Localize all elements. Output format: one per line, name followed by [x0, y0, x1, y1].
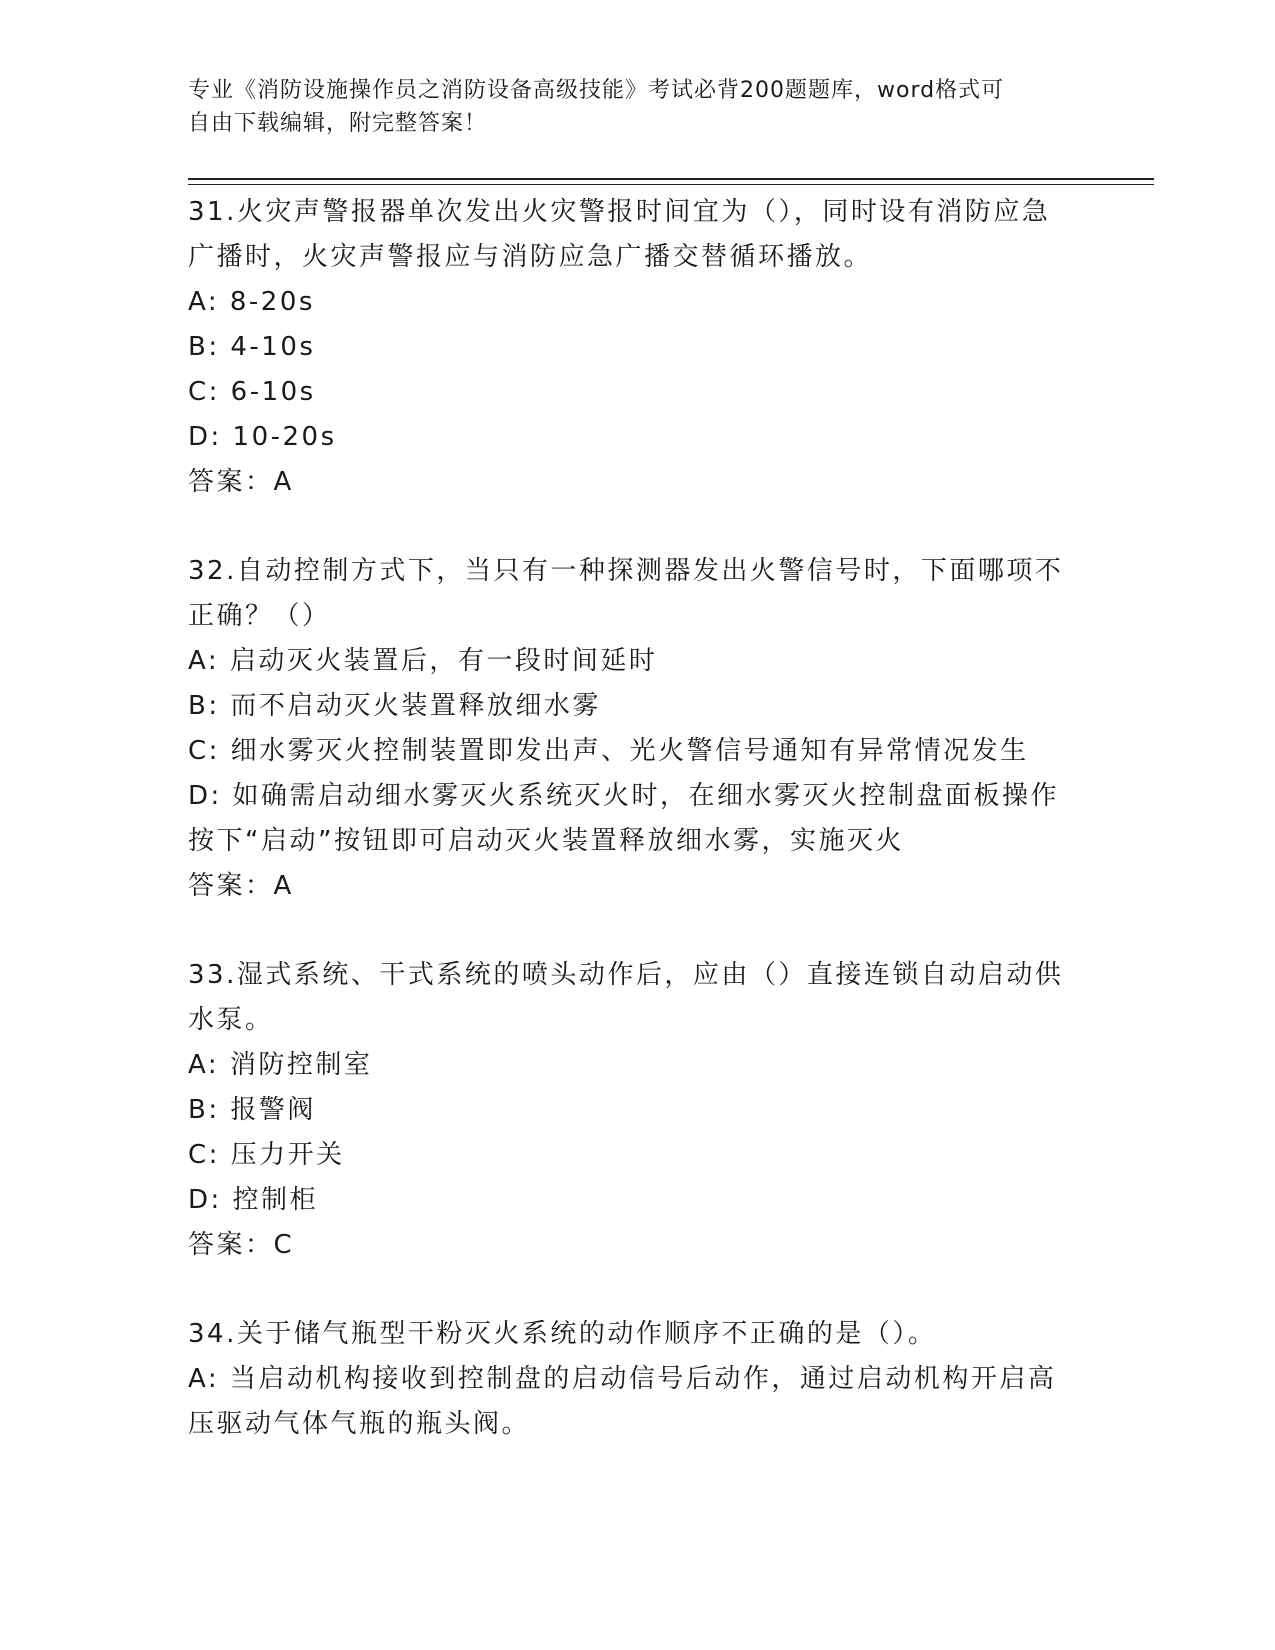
- option-d: D: 如确需启动细水雾灭火系统灭火时，在细水雾灭火控制盘面板操作: [188, 781, 1060, 811]
- option-c: C: 细水雾灭火控制装置即发出声、光火警信号通知有异常情况发生: [188, 736, 1029, 766]
- option-a-continued: 压驱动气体气瓶的瓶头阀。: [188, 1409, 531, 1439]
- option-a: A: 当启动机构接收到控制盘的启动信号后动作，通过启动机构开启高: [188, 1364, 1057, 1394]
- header-divider-thick: [188, 178, 1154, 180]
- option-d: D: 10-20s: [188, 422, 337, 452]
- option-b: B: 4-10s: [188, 332, 316, 362]
- answer: 答案：A: [188, 467, 294, 497]
- option-a: A: 启动灭火装置后，有一段时间延时: [188, 646, 658, 676]
- option-c: C: 6-10s: [188, 377, 316, 407]
- answer: 答案：C: [188, 1230, 295, 1260]
- header-line-2: 自由下载编辑，附完整答案！: [188, 111, 488, 136]
- option-a: A: 8-20s: [188, 287, 315, 317]
- option-c: C: 压力开关: [188, 1140, 345, 1170]
- question-33: [188, 953, 1088, 1268]
- header-divider-thin: [188, 184, 1154, 185]
- document-header: [188, 74, 1088, 140]
- question-list: [188, 190, 1088, 1491]
- question-34: [188, 1312, 1088, 1447]
- answer: 答案：A: [188, 871, 294, 901]
- option-d: D: 控制柜: [188, 1185, 319, 1215]
- question-stem: 34.关于储气瓶型干粉灭火系统的动作顺序不正确的是（）。: [188, 1319, 937, 1349]
- question-stem: 32.自动控制方式下，当只有一种探测器发出火警信号时，下面哪项不: [188, 556, 1064, 586]
- option-b: B: 而不启动灭火装置释放细水雾: [188, 691, 601, 721]
- option-b: B: 报警阀: [188, 1095, 316, 1125]
- question-31: [188, 190, 1088, 505]
- question-32: [188, 549, 1088, 909]
- option-a: A: 消防控制室: [188, 1050, 373, 1080]
- question-stem: 33.湿式系统、干式系统的喷头动作后，应由（）直接连锁自动启动供: [188, 960, 1064, 990]
- question-stem: 31.火灾声警报器单次发出火灾警报时间宜为（），同时设有消防应急: [188, 197, 1051, 227]
- question-stem-continued: 水泵。: [188, 1005, 274, 1035]
- header-line-1: 专业《消防设施操作员之消防设备高级技能》考试必背200题题库，word格式可: [188, 78, 1005, 103]
- question-stem-continued: 正确？（）: [188, 601, 331, 631]
- question-stem-continued: 广播时，火灾声警报应与消防应急广播交替循环播放。: [188, 242, 873, 272]
- option-d-continued: 按下“启动”按钮即可启动灭火装置释放细水雾，实施灭火: [188, 826, 904, 856]
